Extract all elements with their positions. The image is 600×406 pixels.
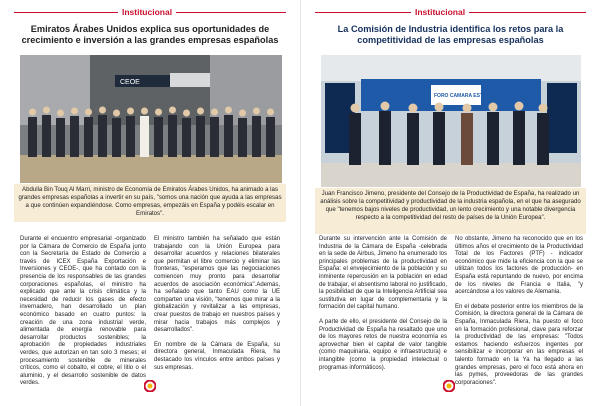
camara-logo-icon	[144, 380, 156, 392]
article-photo	[321, 55, 581, 187]
paragraph: En nombre de la Cámara de España, su directora general, Inmaculada Riera, ha destacado los vínculos entre ambos países y sus empresas.	[154, 341, 280, 371]
right-page	[300, 0, 600, 406]
section-label: Institucional	[118, 7, 176, 17]
backdrop-sign: CEOE	[120, 79, 140, 86]
paragraph: En el debate posterior entre los miembros de la Comisión, la directora general de la Cámara de España, Inmaculada Riera, ha puesto el foco en la formación profesional, clave para reforzar la productividad de las empresas: "Todos estamos haciendo esfuerzos ingentes por sensibilizar e incorporar en las empresas el talento formado en la Ya ha llegado a las grandes empresas, pero el foco está ahora en las pymes, proveedoras de las grandes corporaciones".	[455, 303, 583, 386]
article-headline: La Comisión de Industria identifica los retos para la competitividad de las empresas españolas	[337, 24, 564, 45]
article-column-2	[455, 236, 583, 394]
paragraph: No obstante, Jimeno ha reconocido que en los últimos años el crecimiento de la Productividad Total de los Factores (PTF) - indicador económico que mide la eficiencia con la que se utilizan todos los factores de producción- en España está repuntando de nuevo, por encima de los niveles de Francia e Italia, "y acercándose a los valores de Alemania.	[455, 236, 583, 296]
article-photo	[20, 55, 282, 183]
group-photo-illustration	[20, 55, 282, 183]
article-column-1	[319, 236, 447, 379]
camara-logo-icon	[443, 380, 455, 392]
paragraph: Durante el encuentro empresarial -organizado por la Cámara de Comercio de España junto con la Secretaría de Estado de Comercio a través de ICEX España Exportación e Inversiones y CEOE-, que ha contado con la presencia de los responsables de las grandes corporaciones españolas, el ministro ha explicado que ante la crisis climática y la necesidad de reducir los gases de efecto invernadero, han desarrollado un plan económico basado en cuatro puntos: la creación de una zona industrial verde, alimentada de energía renovable para desarrollar productos sostenibles; la aprobación de propiedades industriales verdes, que autorizan en tan solo 3 meses; el procesamiento sostenible de minerales críticos, como el cobalto, el cobre, el litio o el aluminio, y el desarrollo sostenible de datos verdes.	[20, 236, 146, 387]
section-header	[301, 7, 600, 17]
section-label: Institucional	[411, 7, 469, 17]
section-header	[0, 7, 300, 17]
paragraph: Durante su intervención ante la Comisión de Industria de la Cámara de España -celebrada en la sede de Airbus, Jimeno ha enumerado los principales problemas de la productividad en España: el envejecimiento de la población y su inminente repercusión en la población en edad de trabajar, el absentismo laboral no justificado, la posibilidad de que la Inteligencia Artificial sea sustitutiva en lugar de complementaria y la formación del capital humano.	[319, 236, 447, 311]
group-photo-illustration	[321, 55, 581, 187]
stage-sign: FORO CAMARA ESTATE	[434, 93, 493, 99]
article-column-1	[20, 236, 146, 395]
article-column-2	[154, 236, 280, 379]
photo-caption: Abdulla Bin Touq Al Marri, ministro de Economía de Emiratos Árabes Unidos, ha animado a las grandes empresas españolas a invertir en su país, "somos una nación que ayuda a las empresas a que continúen expandiéndose. Como empresas, empezáis en España y podéis escalar en Emiratos".	[14, 184, 286, 222]
paragraph: A parte de ello, el presidente del Consejo de la Productividad de España ha resaltado que uno de los mayores retos de nuestra economía es aprovechar bien el capital de valor tangible (como maquinaria, equipo e infraestructura) e intangible (como la propiedad intelectual o programas informáticos).	[319, 318, 447, 371]
photo-caption: Juan Francisco Jimeno, presidente del Consejo de la Productividad de España, ha realizado un análisis sobre la competitividad y productividad de la industria española, en el que ha asegurado que "tenemos bajos niveles de productividad, un lento crecimiento y una notable divergencia respecto a la competitividad del resto de países de la Unión Europea".	[315, 188, 586, 234]
article-headline: Emiratos Árabes Unidos explica sus oportunidades de crecimiento e inversión a las grandes empresas españolas	[21, 24, 279, 45]
paragraph: El ministro también ha señalado que están trabajando con la Unión Europea para desarrollar acuerdos y relaciones bilaterales que permitan el libre comercio y eliminar las fronteras, "esperamos que las negociaciones comiencen muy pronto para desarrollar acuerdos de asociación económica".Además, ha señalado que tanto EAU como la UE comparten una visión, "tenemos que mirar a la globalización y revitalizar a las empresas, crear puestos de trabajo en nuestros países y mirar hacia trabajos más complejos y desarrollados".	[154, 236, 280, 334]
